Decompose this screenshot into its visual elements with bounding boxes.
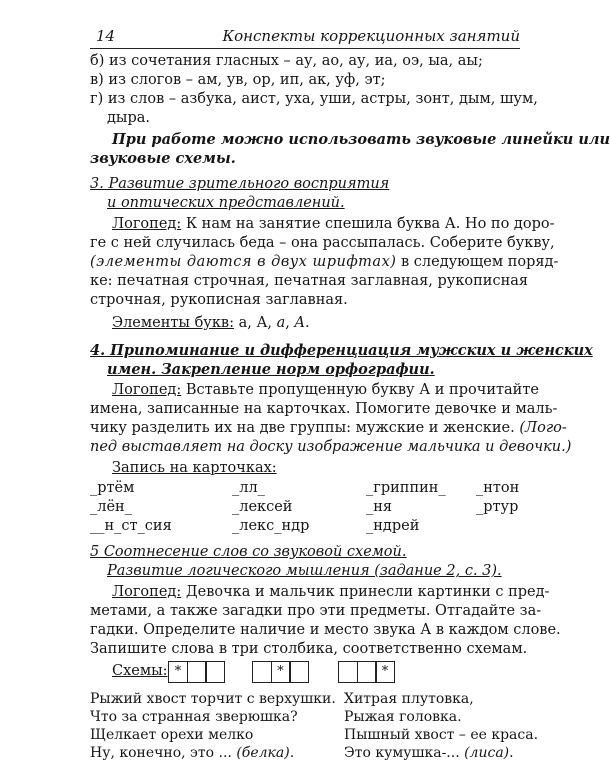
- elements-label: Элементы букв:: [112, 315, 234, 331]
- section3-heading: 3. Развитие зрительного восприятия: [90, 176, 390, 192]
- cards-label: Запись на карточках:: [112, 460, 277, 476]
- scheme-cell: *: [375, 661, 395, 683]
- riddle-answer-line: Ну, конечно, это ... (белка).: [90, 745, 295, 761]
- card-word: _нтон: [476, 480, 520, 496]
- section3-paragraph-line: ге с ней случилась беда – она рассыпалась. Соберите букву,: [90, 235, 555, 251]
- section3-paragraph-line: ке: печатная строчная, печатная заглавная, рукописная: [90, 273, 529, 289]
- card-word: _лл_: [232, 480, 265, 496]
- card-word: _лексей: [232, 499, 293, 515]
- running-title: Конспекты коррекционных занятий: [222, 27, 520, 45]
- header-rule: [90, 48, 520, 49]
- intro-line: б) из сочетания гласных – ау, ао, ау, иа, оэ, ыа, аы;: [90, 53, 483, 69]
- section4-heading: имен. Закрепление норм орфографии.: [107, 361, 435, 378]
- page-number: 14: [96, 27, 116, 45]
- page-header: [90, 27, 520, 47]
- scheme-cell: [252, 661, 272, 683]
- scheme-cell: [289, 661, 309, 683]
- section5-paragraph-line: метами, а также загадки про эти предметы. Отгадайте за-: [90, 603, 542, 619]
- intro-line: г) из слов – азбука, аист, уха, уши, астры, зонт, дым, шум,: [90, 91, 538, 107]
- sound-scheme-2: [252, 661, 309, 683]
- riddle-line: Щелкает орехи мелко: [90, 727, 254, 743]
- section4-paragraph-line: чику разделить их на две группы: мужские и женские. (Лого-: [90, 420, 567, 436]
- card-word: _лён_: [90, 499, 132, 515]
- card-word: _ндрей: [366, 518, 420, 534]
- scheme-cell: *: [168, 661, 188, 683]
- riddle-line: Что за странная зверюшка?: [90, 709, 298, 725]
- riddle-line: Рыжая головка.: [344, 709, 462, 725]
- speaker-label: Логопед:: [112, 216, 182, 232]
- card-word: __н_ст_сия: [90, 518, 172, 534]
- section5-subheading: Развитие логического мышления (задание 2, с. 3).: [107, 563, 502, 579]
- speaker-label: Логопед:: [112, 584, 182, 600]
- schemes-label: Схемы:: [112, 663, 168, 679]
- section4-paragraph-line: Логопед: Вставьте пропущенную букву А и прочитайте: [112, 382, 539, 398]
- section3-paragraph-line: Логопед: К нам на занятие спешила буква А. Но по доро-: [112, 216, 555, 232]
- section3-paragraph-line: строчная, рукописная заглавная.: [90, 292, 348, 308]
- note-line: звуковые схемы.: [90, 150, 236, 167]
- riddle-answer-line: Это кумушка-... (лиса).: [344, 745, 514, 761]
- section5-paragraph-line: Запишите слова в три столбика, соответственно схемам.: [90, 641, 528, 657]
- section3-heading: и оптических представлений.: [107, 195, 345, 211]
- card-word: _ртур: [476, 499, 519, 515]
- card-word: _гриппин_: [366, 480, 446, 496]
- section4-paragraph-line: пед выставляет на доску изображение мальчика и девочки.): [90, 439, 572, 455]
- section5-paragraph-line: Логопед: Девочка и мальчик принесли картинки с пред-: [112, 584, 550, 600]
- sound-scheme-3: [338, 661, 395, 683]
- letter-elements-line: Элементы букв: а, А, a, A.: [112, 315, 310, 331]
- section4-heading: 4. Припоминание и дифференциация мужских и женских: [90, 342, 593, 359]
- speaker-label: Логопед:: [112, 382, 182, 398]
- riddle-line: Рыжий хвост торчит с верхушки.: [90, 691, 336, 707]
- scheme-cell: [205, 661, 225, 683]
- section5-heading: 5 Соотнесение слов со звуковой схемой.: [90, 544, 407, 560]
- scheme-cell: [357, 661, 377, 683]
- section4-paragraph-line: имена, записанные на карточках. Помогите девочке и маль-: [90, 401, 558, 417]
- card-word: _ня: [366, 499, 393, 515]
- scheme-cell: [338, 661, 358, 683]
- section5-paragraph-line: гадки. Определите наличие и место звука А в каждом слове.: [90, 622, 561, 638]
- intro-line: дыра.: [107, 110, 151, 126]
- riddle-line: Пышный хвост – ее краса.: [344, 727, 539, 743]
- riddle-line: Хитрая плутовка,: [344, 691, 474, 707]
- card-word: _лекс_ндр: [232, 518, 310, 534]
- scheme-cell: *: [271, 661, 291, 683]
- note-line: При работе можно использовать звуковые линейки или: [112, 131, 610, 148]
- intro-line: в) из слогов – ам, ув, ор, ип, ак, уф, эт;: [90, 72, 386, 88]
- section3-paragraph-line: (элементы даются в двух шрифтах) в следующем поряд-: [90, 254, 559, 270]
- sound-scheme-1: [168, 661, 225, 683]
- scheme-cell: [187, 661, 207, 683]
- card-word: _ртём: [90, 480, 135, 496]
